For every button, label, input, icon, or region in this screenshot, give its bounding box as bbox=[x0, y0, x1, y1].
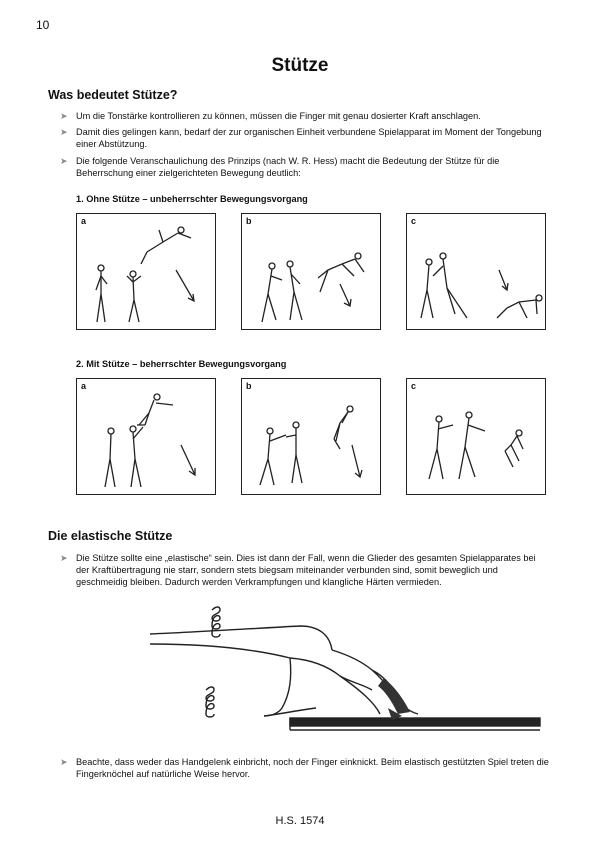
figure2-panel-b: b bbox=[241, 378, 381, 495]
arrow-bullet-icon: ➤ bbox=[60, 553, 68, 563]
bullet-list-2 bbox=[60, 552, 550, 593]
section-heading-stuetze: Was bedeutet Stütze? bbox=[48, 88, 178, 102]
figure1-panel-c-drawing bbox=[407, 214, 545, 329]
arrow-bullet-icon: ➤ bbox=[60, 111, 68, 121]
figure2-caption: 2. Mit Stütze – beherrschter Bewegungsvorgang bbox=[76, 359, 287, 369]
list-item: ➤ Die folgende Veranschaulichung des Prinzips (nach W. R. Hess) macht die Bedeutung der Stütze für die Beherrschung einer zielgerichteten Bewegung deutlich: bbox=[60, 155, 500, 178]
list-item: ➤ Die Stütze sollte eine „elastische“ sein. Dies ist dann der Fall, wenn die Glieder des gesamten Spielapparates bei der Kraftübertragung nie starr, sondern stets biegsam miteinander verbunden sind, somit beweglich und geschmeidig bleiben. Dadurch werden Verkrampfungen und klangliche Härten vermieden. bbox=[60, 553, 536, 588]
figure2-panel-c: c bbox=[406, 378, 546, 495]
arrow-bullet-icon: ➤ bbox=[60, 127, 68, 138]
section-heading-elastische-stuetze: Die elastische Stütze bbox=[48, 529, 173, 543]
figure2-panel-b-drawing bbox=[242, 379, 380, 494]
figure2-panel-a-drawing bbox=[77, 379, 215, 494]
bullet-list-3 bbox=[60, 756, 550, 784]
list-item: ➤ Um die Tonstärke kontrollieren zu können, müssen die Finger mit genau dosierter Kraft anschlagen. bbox=[60, 111, 481, 121]
lower-spring-icon bbox=[206, 687, 214, 717]
figure2-panel-a: a bbox=[76, 378, 216, 495]
bullet-list-1 bbox=[60, 110, 550, 183]
figure1-panel-a-drawing bbox=[77, 214, 215, 329]
figure1-caption: 1. Ohne Stütze – unbeherrschter Bewegungsvorgang bbox=[76, 194, 308, 204]
arrow-bullet-icon: ➤ bbox=[60, 757, 68, 767]
arrow-bullet-icon: ➤ bbox=[60, 155, 68, 166]
figure2-panel-c-drawing bbox=[407, 379, 545, 494]
list-item: ➤ Beachte, dass weder das Handgelenk einbricht, noch der Finger einknickt. Beim elastisch gestützten Spiel treten die Fingerknöchel auf natürliche Weise hervor. bbox=[60, 757, 549, 780]
page-number: 10 bbox=[36, 18, 50, 32]
figure1-panel-a: a bbox=[76, 213, 216, 330]
footer-code: H.S. 1574 bbox=[275, 815, 325, 827]
figure1-panel-b: b bbox=[241, 213, 381, 330]
piano-key bbox=[290, 718, 540, 726]
upper-spring-icon bbox=[212, 607, 220, 637]
page-title: Stütze bbox=[271, 55, 329, 76]
figure1-panel-b-drawing bbox=[242, 214, 380, 329]
hand-with-springs-illustration bbox=[140, 598, 550, 748]
list-item: ➤ Damit dies gelingen kann, bedarf der zur organischen Einheit verbundene Spielapparat im Moment der Tongebung einer Abstützung. bbox=[60, 127, 542, 150]
figure1-panel-c: c bbox=[406, 213, 546, 330]
